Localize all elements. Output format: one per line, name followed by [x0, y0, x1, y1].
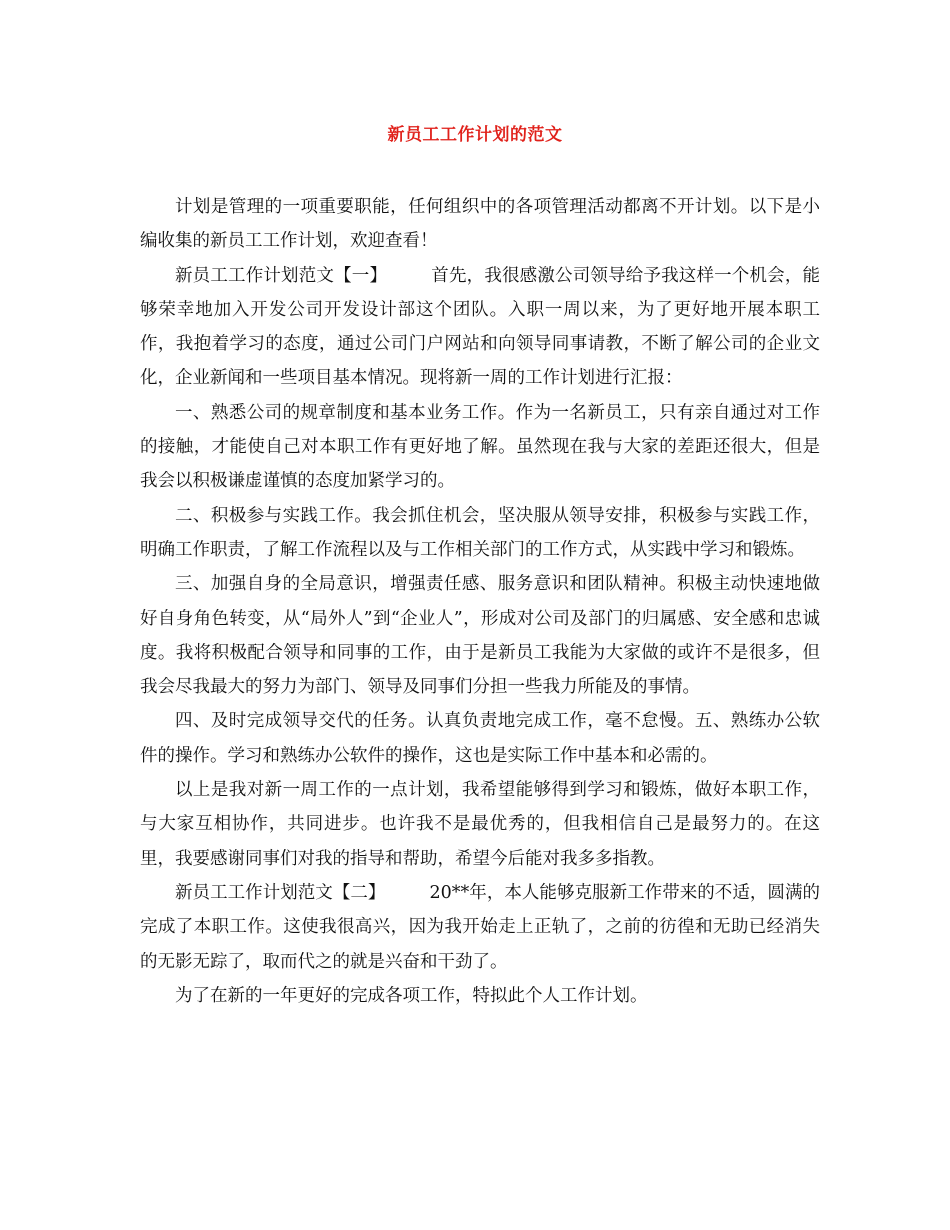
paragraph-text: 一、熟悉公司的规章制度和基本业务工作。作为一名新员工，只有亲自通过对工作的接触，才能使自己对本职工作有更好地了解。虽然现在我与大家的差距还很大，但是我会以积极谦虚谨慎的态度加紧学习的。: [140, 402, 820, 492]
paragraph-point-four-five: [140, 704, 820, 773]
paragraph-point-three: [140, 567, 820, 704]
paragraph-sample-one: [140, 259, 820, 396]
paragraph-point-two: [140, 499, 820, 568]
paragraph-text: 20**年，本人能够克服新工作带来的不适，圆满的完成了本职工作。这使我很高兴，因为我开始走上正轨了，之前的彷徨和无助已经消失的无影无踪了，取而代之的就是兴奋和干劲了。: [140, 882, 820, 972]
paragraph-text: 二、积极参与实践工作。我会抓住机会，坚决服从领导安排，积极参与实践工作，明确工作职责，了解工作流程以及与工作相关部门的工作方式，从实践中学习和锻炼。: [140, 505, 820, 560]
paragraph-text: 首先，我很感激公司领导给予我这样一个机会，能够荣幸地加入开发公司开发设计部这个团队。入职一周以来，为了更好地开展本职工作，我抱着学习的态度，通过公司门户网站和向领导同事请教，不断了解公司的企业文化，企业新闻和一些项目基本情况。现将新一周的工作计划进行汇报：: [140, 265, 821, 389]
paragraph-intro: [140, 190, 820, 259]
paragraph-closing: [140, 979, 820, 1013]
paragraph-sample-two: [140, 876, 820, 979]
paragraph-text: 三、加强自身的全局意识，增强责任感、服务意识和团队精神。积极主动快速地做好自身角色转变，从“局外人”到“企业人”，形成对公司及部门的归属感、安全感和忠诚度。我将积极配合领导和同事的工作，由于是新员工我能为大家做的或许不是很多，但我会尽我最大的努力为部门、领导及同事们分担一些我力所能及的事情。: [140, 574, 820, 698]
paragraph-text: 以上是我对新一周工作的一点计划，我希望能够得到学习和锻炼，做好本职工作，与大家互相协作，共同进步。也许我不是最优秀的，但我相信自己是最努力的。在这里，我要感谢同事们对我的指导和帮助，希望今后能对我多多指教。: [140, 780, 820, 869]
document-title: 新员工工作计划的范文: [387, 125, 563, 145]
paragraph-text: 四、及时完成领导交代的任务。认真负责地完成工作，毫不怠慢。五、熟练办公软件的操作。学习和熟练办公软件的操作，这也是实际工作中基本和必需的。: [140, 711, 820, 766]
paragraph-point-one: [140, 396, 820, 499]
document-body: [140, 190, 820, 1013]
section-heading: 新员工工作计划范文【一】: [175, 265, 388, 286]
paragraph-text: 为了在新的一年更好的完成各项工作，特拟此个人工作计划。: [175, 985, 648, 1006]
section-heading: 新员工工作计划范文【二】: [175, 882, 386, 903]
paragraph-text: 计划是管理的一项重要职能，任何组织中的各项管理活动都离不开计划。以下是小编收集的新员工工作计划，欢迎查看！: [140, 197, 820, 252]
paragraph-conclusion: [140, 773, 820, 876]
